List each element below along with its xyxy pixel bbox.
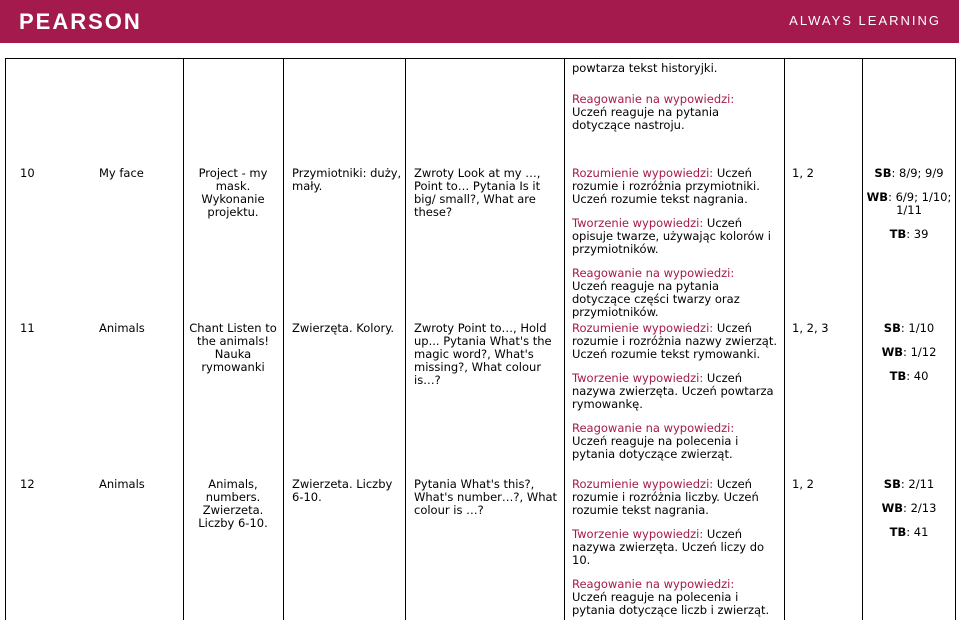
top-text: powtarza tekst historyjki. <box>572 61 718 75</box>
sb-value: 1/10 <box>908 321 935 335</box>
row-topic: Animals <box>99 321 145 335</box>
tworzenie-text: Uczeń opisuje twarze, używając kolorów i przymiotników. <box>572 216 771 256</box>
row-project: Project - my mask. Wykonanie projektu. <box>198 166 268 219</box>
sb-label: SB <box>883 321 901 335</box>
tb-label: TB <box>889 227 907 241</box>
row-skills: Rozumienie wypowiedzi: Uczeń rozumie i rozróżnia przymiotniki. Uczeń rozumie tekst nagrania. Tworzenie wypowiedzi: Uczeń opisuje twarze, używając kolorów i przymiotników. Reagowanie na wypowiedzi: Uczeń reaguje na pytania dotyczące części twarzy oraz przymiotników. <box>572 166 771 319</box>
row-lessons: 1, 2, 3 <box>792 321 829 335</box>
row-structures: Zwroty Look at my …, Point to… Pytania Is it big/ small?, What are these? <box>414 166 541 219</box>
wb-label: WB <box>866 190 889 204</box>
row-project: Animals, numbers. Zwierzeta. Liczby 6-10. <box>198 477 268 530</box>
wb-value: 2/13 <box>910 501 937 515</box>
row-lessons: 1, 2 <box>792 477 814 491</box>
tworzenie-label: Tworzenie wypowiedzi <box>572 527 700 541</box>
row-references: SB: 2/11 WB: 2/13 TB: 41 <box>881 477 937 539</box>
rozumienie-label: Rozumienie wypowiedzi <box>572 477 710 491</box>
reagowanie-label: Reagowanie na wypowiedzi <box>572 577 731 591</box>
tb-value: 39 <box>913 227 929 241</box>
row-vocab: Zwierzęta. Kolory. <box>292 321 395 335</box>
reagowanie-text: Uczeń reaguje na pytania dotyczące nastroju. <box>572 105 720 132</box>
wb-value: 6/9; 1/10; 1/11 <box>895 190 952 217</box>
rozumienie-text: Uczeń rozumie i rozróżnia liczby. Uczeń rozumie tekst nagrania. <box>572 477 759 517</box>
sb-value: 8/9; 9/9 <box>899 166 944 180</box>
tworzenie-text: Uczeń nazywa zwierzęta. Uczeń powtarza rymowankę. <box>572 371 774 411</box>
row-structures: Pytania What's this?, What's number…?, What colour is …? <box>414 477 558 517</box>
row-references: SB: 1/10 WB: 1/12 TB: 40 <box>881 321 937 383</box>
row-skills: Rozumienie wypowiedzi: Uczeń rozumie i rozróżnia liczby. Uczeń rozumie tekst nagrania. Tworzenie wypowiedzi: Uczeń nazywa zwierzęta. Uczeń liczy do 10. Reagowanie na wypowiedzi: Uczeń reaguje na polecenia i pytania dotyczące liczb i zwierząt. <box>572 477 770 617</box>
tworzenie-label: Tworzenie wypowiedzi <box>572 371 700 385</box>
reagowanie-text: Uczeń reaguje na polecenia i pytania dotyczące zwierząt. <box>572 434 739 461</box>
row-number: 12 <box>20 477 35 491</box>
sb-label: SB <box>883 477 901 491</box>
pearson-logo: PEARSON <box>19 9 142 34</box>
tworzenie-label: Tworzenie wypowiedzi <box>572 216 700 230</box>
rozumienie-text: Uczeń rozumie i rozróżnia nazwy zwierząt. Uczeń rozumie tekst rymowanki. <box>572 321 778 361</box>
tagline: ALWAYS LEARNING <box>789 13 941 28</box>
wb-value: 1/12 <box>910 345 937 359</box>
tb-value: 41 <box>913 525 929 539</box>
rozumienie-text: Uczeń rozumie i rozróżnia przymiotniki. Uczeń rozumie tekst nagrania. <box>572 166 760 206</box>
row-structures: Zwroty Point to…, Hold up... Pytania What's the magic word?, What's missing?, What colour is…? <box>414 321 552 387</box>
row-lessons: 1, 2 <box>792 166 814 180</box>
row-topic: Animals <box>99 477 145 491</box>
row-vocab: Zwierzeta. Liczby 6-10. <box>292 477 393 504</box>
tb-label: TB <box>889 369 907 383</box>
row-skills: Rozumienie wypowiedzi: Uczeń rozumie i rozróżnia nazwy zwierząt. Uczeń rozumie tekst rymowanki. Tworzenie wypowiedzi: Uczeń nazywa zwierzęta. Uczeń powtarza rymowankę. Reagowanie na wypowiedzi: Uczeń reaguje na polecenia i pytania dotyczące zwierząt. <box>572 321 778 461</box>
sb-label: SB <box>874 166 892 180</box>
row-project: Chant Listen to the animals! Nauka rymowanki <box>189 321 277 374</box>
top-continuation-cell: powtarza tekst historyjki. Reagowanie na wypowiedzi: Uczeń reaguje na pytania dotyczące nastroju. <box>572 62 777 132</box>
wb-label: WB <box>881 501 904 515</box>
row-number: 10 <box>20 166 35 180</box>
row-number: 11 <box>20 321 35 335</box>
reagowanie-label: Reagowanie na wypowiedzi <box>572 421 731 435</box>
tb-label: TB <box>889 525 907 539</box>
reagowanie-label: Reagowanie na wypowiedzi <box>572 92 731 106</box>
tb-value: 40 <box>913 369 929 383</box>
rozumienie-label: Rozumienie wypowiedzi <box>572 166 710 180</box>
row-vocab: Przymiotniki: duży, mały. <box>292 166 402 193</box>
row-topic: My face <box>99 166 144 180</box>
reagowanie-label: Reagowanie na wypowiedzi <box>572 266 731 280</box>
sb-value: 2/11 <box>908 477 935 491</box>
wb-label: WB <box>881 345 904 359</box>
row-references: SB: 8/9; 9/9 WB: 6/9; 1/10; 1/11 TB: 39 <box>866 166 952 241</box>
tworzenie-text: Uczeń nazywa zwierzęta. Uczeń liczy do 10. <box>572 527 765 567</box>
reagowanie-text: Uczeń reaguje na pytania dotyczące części twarzy oraz przymiotników. <box>572 279 740 319</box>
rozumienie-label: Rozumienie wypowiedzi <box>572 321 710 335</box>
reagowanie-text: Uczeń reaguje na polecenia i pytania dotyczące liczb i zwierząt. <box>572 590 770 617</box>
